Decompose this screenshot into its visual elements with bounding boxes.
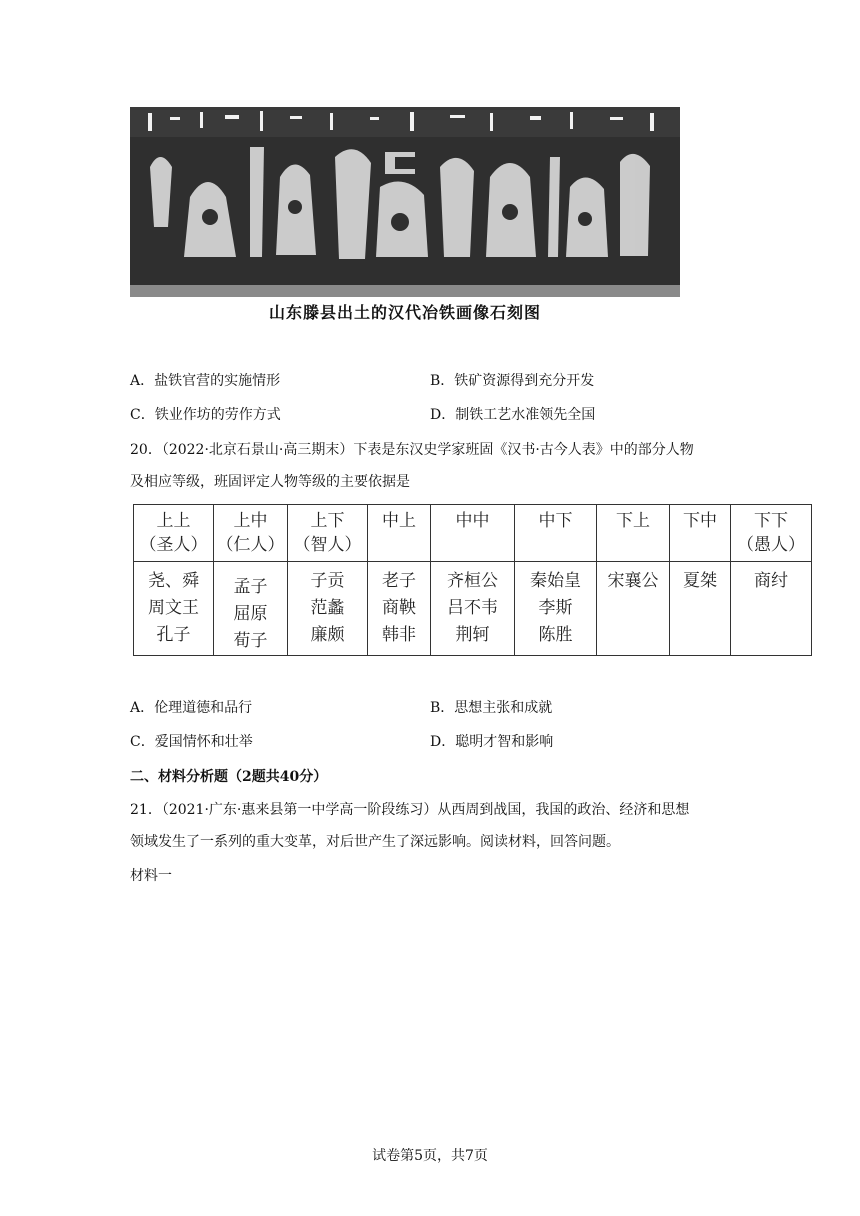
table-header-cell: 中上	[368, 505, 431, 562]
stone-rubbing-image	[130, 107, 680, 297]
table-header-cell: 上中 （仁人）	[214, 505, 288, 562]
table-cell: 老子 商鞅 韩非	[368, 562, 431, 656]
table-header-cell: 下上	[597, 505, 670, 562]
q19-option-d: D．制铁工艺水准领先全国	[430, 407, 596, 423]
table-header-cell: 下下 （愚人）	[731, 505, 812, 562]
q19-option-a: A．盐铁官营的实施情形	[130, 373, 281, 389]
q20-option-c: C．爱国情怀和壮举	[130, 734, 253, 750]
table-header-cell: 下中	[670, 505, 731, 562]
table-row	[134, 562, 812, 656]
table-cell: 尧、舜 周文王 孔子	[134, 562, 214, 656]
figure-caption: 山东滕县出土的汉代冶铁画像石刻图	[268, 303, 541, 322]
rubbing-illustration	[130, 107, 680, 297]
table-cell: 子贡 范蠡 廉颇	[288, 562, 368, 656]
q20-stem-line1: 20．（2022·北京石景山·高三期末）下表是东汉史学家班固《汉书·古今人表》中的部分人物	[130, 442, 694, 458]
q20-stem-line2: 及相应等级，班固评定人物等级的主要依据是	[130, 474, 410, 490]
table-cell: 孟子 屈原 荀子	[214, 562, 288, 656]
q20-option-b: B．思想主张和成就	[430, 700, 553, 716]
q21-stem-line2: 领域发生了一系列的重大变革，对后世产生了深远影响。阅读材料，回答问题。	[130, 834, 620, 850]
table-cell: 商纣	[731, 562, 812, 656]
table-cell: 秦始皇 李斯 陈胜	[515, 562, 597, 656]
table-header-row	[134, 505, 812, 562]
q19-option-c: C．铁业作坊的劳作方式	[130, 407, 281, 423]
q20-option-d: D．聪明才智和影响	[430, 734, 554, 750]
table-cell: 宋襄公	[597, 562, 670, 656]
table-header-cell: 上上 （圣人）	[134, 505, 214, 562]
table-header-cell: 中下	[515, 505, 597, 562]
section-title: 二、材料分析题（2题共40分）	[130, 769, 328, 785]
q21-material-label: 材料一	[130, 868, 172, 884]
q20-option-a: A．伦理道德和品行	[130, 700, 253, 716]
q21-stem-line1: 21．（2021·广东·惠来县第一中学高一阶段练习）从西周到战国，我国的政治、经济和思想	[130, 802, 690, 818]
table-header-cell: 中中	[431, 505, 515, 562]
page-footer: 试卷第5页，共7页	[372, 1148, 488, 1164]
q19-option-b: B．铁矿资源得到充分开发	[430, 373, 595, 389]
rank-table	[133, 504, 812, 656]
table-cell: 齐桓公 吕不韦 荆轲	[431, 562, 515, 656]
table-cell: 夏桀	[670, 562, 731, 656]
table-header-cell: 上下 （智人）	[288, 505, 368, 562]
